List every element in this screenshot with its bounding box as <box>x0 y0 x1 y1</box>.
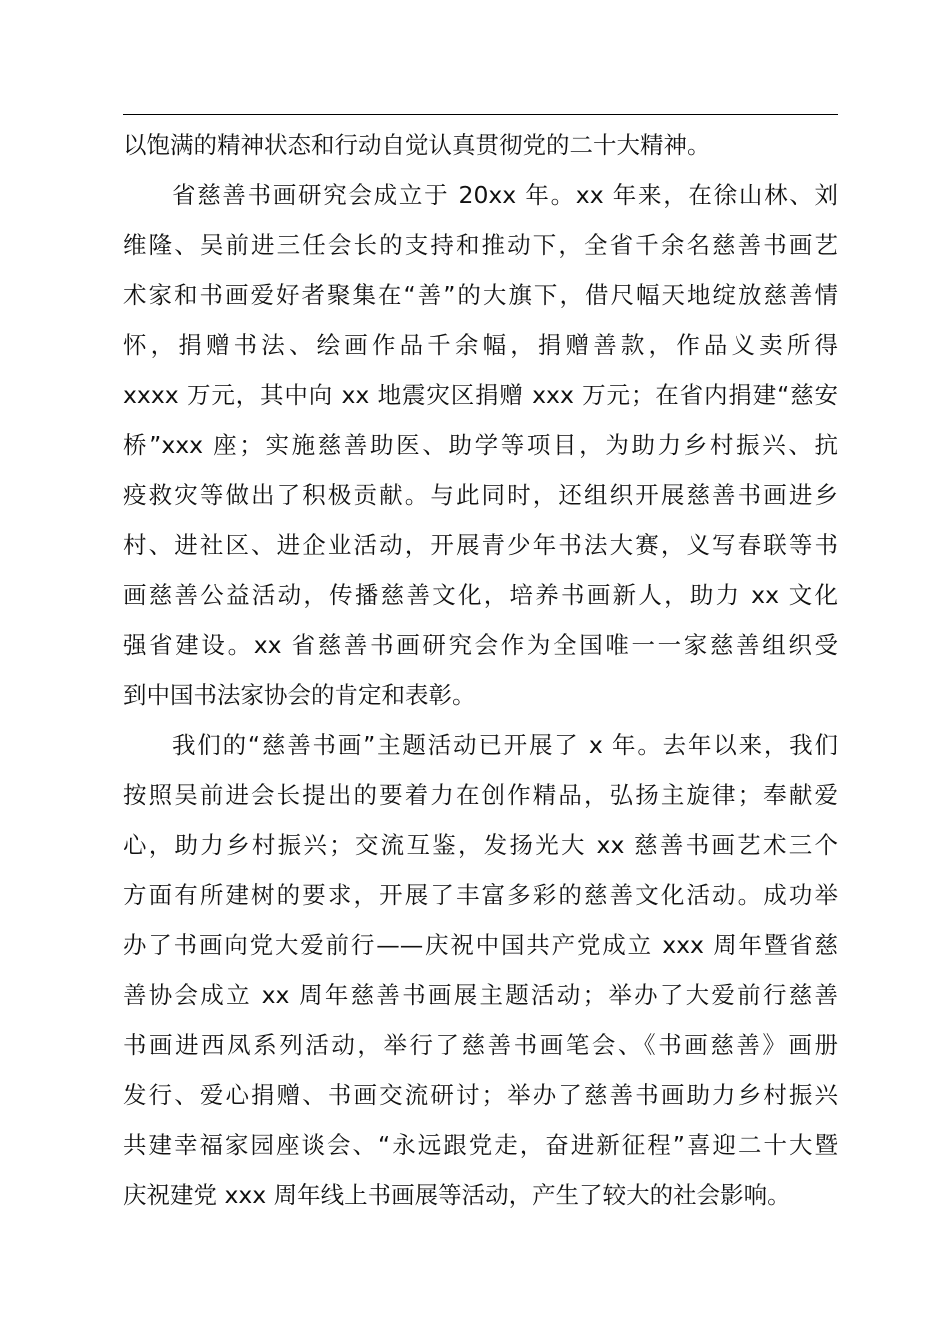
text-line: 怀，捐赠书法、绘画作品千余幅，捐赠善款，作品义卖所得 <box>123 331 838 359</box>
text-line: 以饱满的精神状态和行动自觉认真贯彻党的二十大精神。 <box>123 131 711 159</box>
text-line: 省慈善书画研究会成立于 20xx 年。xx 年来，在徐山林、刘 <box>172 181 838 209</box>
document-body <box>123 120 838 1220</box>
text-line: 善协会成立 xx 周年慈善书画展主题活动；举办了大爱前行慈善 <box>123 981 838 1009</box>
header-rule <box>123 114 838 115</box>
text-line: 到中国书法家协会的肯定和表彰。 <box>123 681 476 709</box>
text-line: 办了书画向党大爱前行——庆祝中国共产党成立 xxx 周年暨省慈 <box>123 931 838 959</box>
text-line: 维隆、吴前进三任会长的支持和推动下，全省千余名慈善书画艺 <box>123 231 838 259</box>
text-line: 村、进社区、进企业活动，开展青少年书法大赛，义写春联等书 <box>123 531 838 559</box>
text-line: 发行、爱心捐赠、书画交流研讨；举办了慈善书画助力乡村振兴 <box>123 1081 838 1109</box>
text-line: 画慈善公益活动，传播慈善文化，培养书画新人，助力 xx 文化 <box>123 581 838 609</box>
text-line: 强省建设。xx 省慈善书画研究会作为全国唯一一家慈善组织受 <box>123 631 838 659</box>
text-line: 按照吴前进会长提出的要着力在创作精品，弘扬主旋律；奉献爱 <box>123 781 838 809</box>
text-line: 桥”xxx 座；实施慈善助医、助学等项目，为助力乡村振兴、抗 <box>123 431 838 459</box>
text-line: 书画进西凤系列活动，举行了慈善书画笔会、《书画慈善》画册 <box>123 1031 838 1059</box>
paragraph <box>123 720 838 1220</box>
text-line: 庆祝建党 xxx 周年线上书画展等活动，产生了较大的社会影响。 <box>123 1181 791 1209</box>
paragraph <box>123 120 838 170</box>
text-line: 疫救灾等做出了积极贡献。与此同时，还组织开展慈善书画进乡 <box>123 481 838 509</box>
text-line: 共建幸福家园座谈会、“永远跟党走，奋进新征程”喜迎二十大暨 <box>123 1131 838 1159</box>
text-line: 方面有所建树的要求，开展了丰富多彩的慈善文化活动。成功举 <box>123 881 838 909</box>
text-line: 心，助力乡村振兴；交流互鉴，发扬光大 xx 慈善书画艺术三个 <box>123 831 838 859</box>
paragraph <box>123 170 838 720</box>
text-line: 我们的“慈善书画”主题活动已开展了 x 年。去年以来，我们 <box>172 731 838 759</box>
text-line: 术家和书画爱好者聚集在“善”的大旗下，借尺幅天地绽放慈善情 <box>123 281 838 309</box>
text-line: xxxx 万元，其中向 xx 地震灾区捐赠 xxx 万元；在省内捐建“慈安 <box>123 381 838 409</box>
